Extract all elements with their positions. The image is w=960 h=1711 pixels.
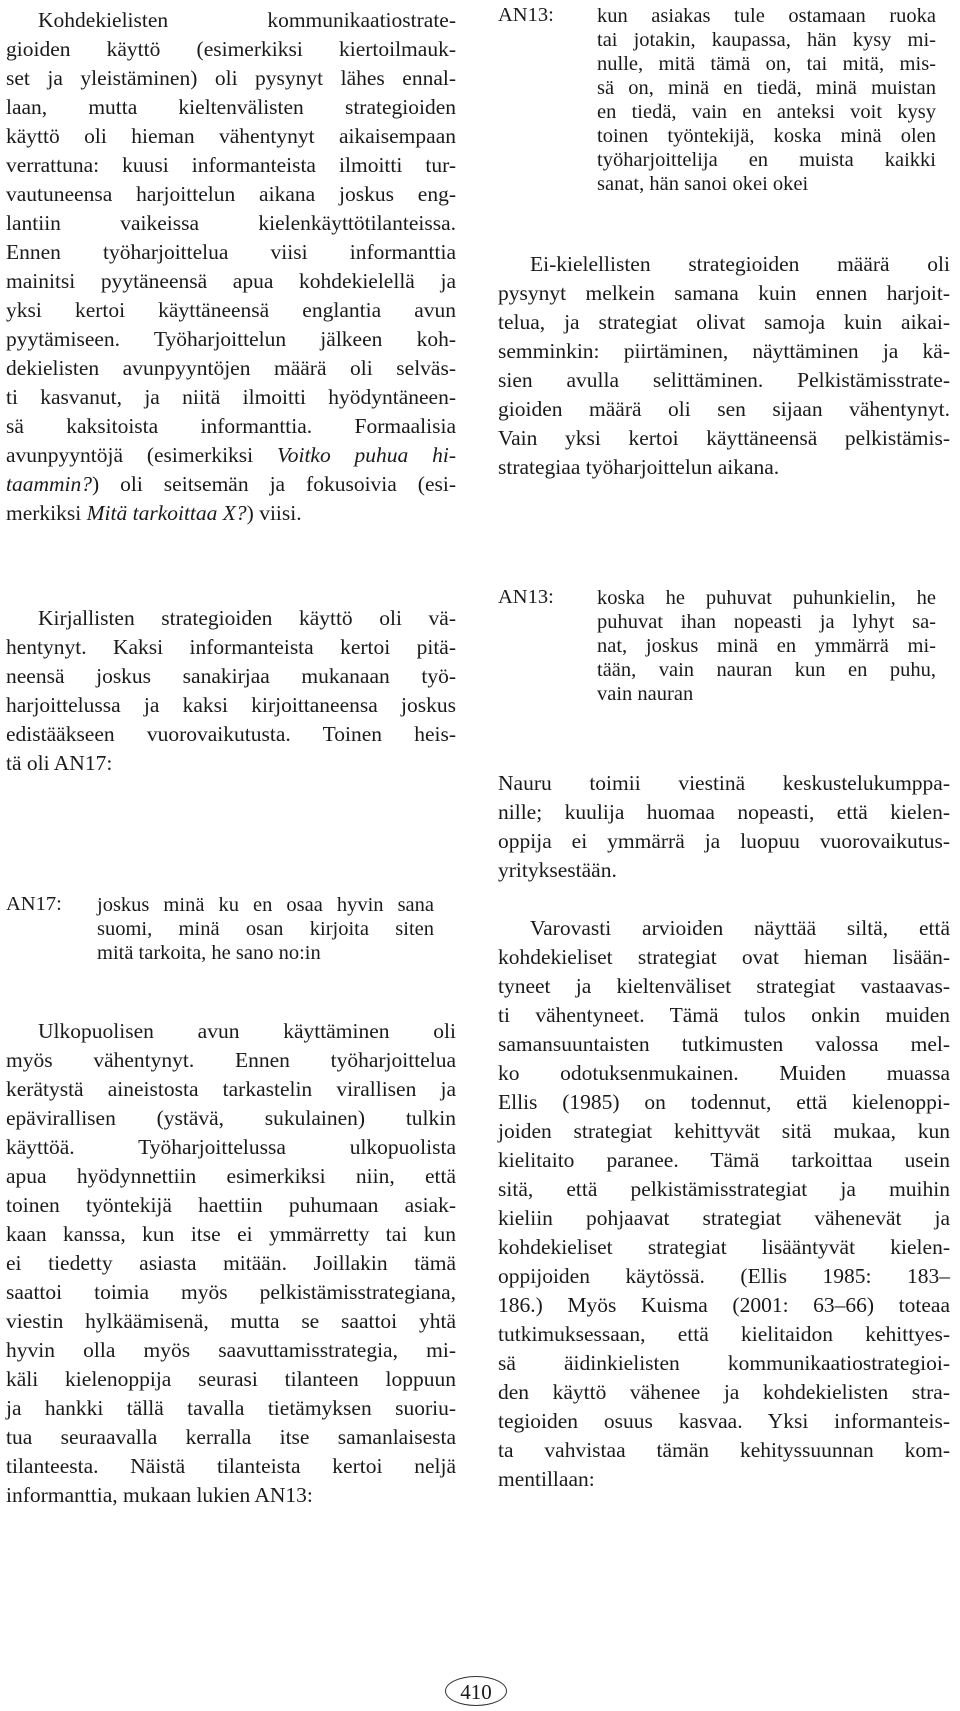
text-line: samansuuntaisten tutkimusten valossa mel- <box>498 1032 950 1056</box>
page-number: 410 <box>445 1676 507 1706</box>
text-line: neensä joskus sanakirjaa mukanaan työ- <box>6 664 456 688</box>
text-line: kohdekieliset strategiat lisääntyvät kielen- <box>498 1235 950 1259</box>
quote-line: koska he puhuvat puhunkielin, he <box>597 587 936 609</box>
text-line: tilanteesta. Näistä tilanteista kertoi neljä <box>6 1454 456 1478</box>
paragraph-6 <box>498 914 950 1494</box>
text-line: viestin hylkäämisenä, mutta se saattoi yhtä <box>6 1309 456 1333</box>
text-line: taammin?) oli seitsemän ja fokusoivia (esi- <box>6 472 456 496</box>
text-line: tä oli AN17: <box>6 751 113 775</box>
text-line: Ulkopuolisen avun käyttäminen oli <box>38 1019 456 1043</box>
text-line: ei tiedetty asiasta mitään. Joillakin tämä <box>6 1251 456 1275</box>
text-line: käyttö oli hieman vähentynyt aikaisempaan <box>6 124 456 148</box>
text-line: kaan kanssa, kun itse ei ymmärretty tai kun <box>6 1222 456 1246</box>
text-line: ja hankki tällä tavalla tietämyksen suoriu- <box>6 1396 456 1420</box>
text-line: tutkimuksessaan, että kielitaidon kehittyes- <box>498 1322 950 1346</box>
text-line: verrattuna: kuusi informanteista ilmoitti tur- <box>6 153 456 177</box>
quote-line: tai jotakin, kaupassa, hän kysy mi- <box>597 29 936 51</box>
quote-an13-second <box>498 586 950 716</box>
text-line: tegioiden osuus kasvaa. Yksi informanteis- <box>498 1409 950 1433</box>
text-line: strategiaa työharjoittelun aikana. <box>498 455 780 479</box>
text-line: hyvin olla myös saavuttamisstrategia, mi- <box>6 1338 456 1362</box>
text-line: kohdekieliset strategiat ovat hieman lisään- <box>498 945 950 969</box>
text-line: myös vähentynyt. Ennen työharjoittelua <box>6 1048 456 1072</box>
text-line: sä kaksitoista informanttia. Formaalisia <box>6 414 456 438</box>
text-line: tyneet ja kieltenväliset strategiat vastaavas- <box>498 974 950 998</box>
text-line: merkiksi Mitä tarkoittaa X?) viisi. <box>6 501 302 525</box>
quote-line: sanat, hän sanoi okei okei <box>597 173 809 195</box>
text-line: set ja yleistäminen) oli pysynyt lähes ennal- <box>6 66 456 90</box>
text-line: Vain yksi kertoi käyttäneensä pelkistämis- <box>498 426 950 450</box>
quote-an13-first <box>498 4 950 204</box>
text-line: 186.) Myös Kuisma (2001: 63–66) toteaa <box>498 1293 950 1317</box>
paragraph-2 <box>6 604 456 778</box>
text-line: yrityksestään. <box>498 858 617 882</box>
quote-line: sä on, minä en tiedä, minä muistan <box>597 77 936 99</box>
text-line: kerätystä aineistosta tarkastelin virallisen ja <box>6 1077 456 1101</box>
text-line: informanttia, mukaan lukien AN13: <box>6 1483 313 1507</box>
text-line: mentillaan: <box>498 1467 595 1491</box>
text-line: dekielisten avunpyyntöjen määrä oli selväs- <box>6 356 456 380</box>
text-line: joiden strategiat kehittyvät sitä mukaa, kun <box>498 1119 950 1143</box>
quote-speaker: AN13: <box>498 586 554 608</box>
paragraph-1 <box>6 6 456 528</box>
text-line: Varovasti arvioiden näyttää siltä, että <box>530 916 950 940</box>
text-line: hentynyt. Kaksi informanteista kertoi pitä- <box>6 635 456 659</box>
paragraph-4 <box>498 250 950 482</box>
text-line: kieliin pohjaavat strategiat vähenevät ja <box>498 1206 950 1230</box>
text-line: saattoi toimia myös pelkistämisstrategiana, <box>6 1280 456 1304</box>
quote-line: en tiedä, vain en anteksi voit kysy <box>597 101 936 123</box>
text-line: laan, mutta kieltenvälisten strategioiden <box>6 95 456 119</box>
text-line: ko odotuksenmukainen. Muiden muassa <box>498 1061 950 1085</box>
text-line: epävirallisen (ystävä, sukulainen) tulkin <box>6 1106 456 1130</box>
quote-line: suomi, minä osan kirjoita siten <box>97 918 434 940</box>
text-line: sien avulla selittäminen. Pelkistämisstrate- <box>498 368 950 392</box>
quote-text <box>597 586 936 706</box>
text-line: avunpyyntöjä (esimerkiksi Voitko puhua hi- <box>6 443 456 467</box>
text-line: ti vähentyneet. Tämä tulos onkin muiden <box>498 1003 950 1027</box>
quote-line: nat, joskus minä en ymmärrä mi- <box>597 635 936 657</box>
text-line: tua seuraavalla kerralla itse samanlaisesta <box>6 1425 456 1449</box>
quote-line: vain nauran <box>597 683 694 705</box>
text-line: mainitsi pyytäneensä apua kohdekielellä ja <box>6 269 456 293</box>
quote-line: joskus minä ku en osaa hyvin sana <box>97 894 434 916</box>
text-line: oppija ei ymmärrä ja luopuu vuorovaikutus- <box>498 829 950 853</box>
text-line: Ei-kielellisten strategioiden määrä oli <box>530 252 950 276</box>
text-line: den käyttö vähenee ja kohdekielisten stra- <box>498 1380 950 1404</box>
text-line: oppijoiden käytössä. (Ellis 1985: 183– <box>498 1264 950 1288</box>
text-line: semminkin: piirtäminen, näyttäminen ja kä- <box>498 339 950 363</box>
quote-speaker: AN17: <box>6 893 62 915</box>
quote-line: nulle, mitä tämä on, tai mitä, mis- <box>597 53 936 75</box>
text-line: Kohdekielisten kommunikaatiostrate- <box>38 8 456 32</box>
text-line: sitä, että pelkistämisstrategiat ja muihin <box>498 1177 950 1201</box>
text-line: vautuneensa harjoittelun aikana joskus eng- <box>6 182 456 206</box>
text-line: kielitaito paranee. Tämä tarkoittaa usein <box>498 1148 950 1172</box>
text-line: käyttöä. Työharjoittelussa ulkopuolista <box>6 1135 456 1159</box>
text-line: gioiden käyttö (esimerkiksi kiertoilmauk- <box>6 37 456 61</box>
text-line: telua, ja strategiat olivat samoja kuin aikai- <box>498 310 950 334</box>
text-line: Kirjallisten strategioiden käyttö oli vä- <box>38 606 456 630</box>
text-line: Nauru toimii viestinä keskustelukumppa- <box>498 771 950 795</box>
text-line: käli kielenoppija seurasi tilanteen loppuun <box>6 1367 456 1391</box>
text-line: pysynyt melkein samana kuin ennen harjoit- <box>498 281 950 305</box>
text-line: apua hyödynnettiin esimerkiksi niin, että <box>6 1164 456 1188</box>
quote-text <box>597 4 936 196</box>
text-line: yksi kertoi käyttäneensä englantia avun <box>6 298 456 322</box>
quote-line: kun asiakas tule ostamaan ruoka <box>597 5 936 27</box>
text-line: toinen työntekijä haettiin puhumaan asiak- <box>6 1193 456 1217</box>
quote-line: toinen työntekijä, koska minä olen <box>597 125 936 147</box>
text-line: Ellis (1985) on todennut, että kielenoppi- <box>498 1090 950 1114</box>
quote-an17 <box>6 893 456 973</box>
text-line: gioiden määrä oli sen sijaan vähentynyt. <box>498 397 950 421</box>
text-line: pyytämiseen. Työharjoittelun jälkeen koh- <box>6 327 456 351</box>
text-line: ta vahvistaa tämän kehityssuunnan kom- <box>498 1438 950 1462</box>
quote-speaker: AN13: <box>498 4 554 26</box>
text-line: Ennen työharjoittelua viisi informanttia <box>6 240 456 264</box>
text-line: sä äidinkielisten kommunikaatiostrategioi- <box>498 1351 950 1375</box>
quote-text <box>97 893 434 965</box>
quote-line: tään, vain nauran kun en puhu, <box>597 659 936 681</box>
paragraph-5 <box>498 769 950 885</box>
text-line: lantiin vaikeissa kielenkäyttötilanteissa. <box>6 211 456 235</box>
text-line: ti kasvanut, ja niitä ilmoitti hyödyntäneen- <box>6 385 456 409</box>
quote-line: työharjoittelija en muista kaikki <box>597 149 936 171</box>
text-line: nille; kuulija huomaa nopeasti, että kielen- <box>498 800 950 824</box>
quote-line: puhuvat ihan nopeasti ja lyhyt sa- <box>597 611 936 633</box>
text-line: harjoittelussa ja kaksi kirjoittaneensa joskus <box>6 693 456 717</box>
paragraph-3 <box>6 1017 456 1510</box>
quote-line: mitä tarkoita, he sano no:in <box>97 942 321 964</box>
text-line: edistääkseen vuorovaikutusta. Toinen heis- <box>6 722 456 746</box>
